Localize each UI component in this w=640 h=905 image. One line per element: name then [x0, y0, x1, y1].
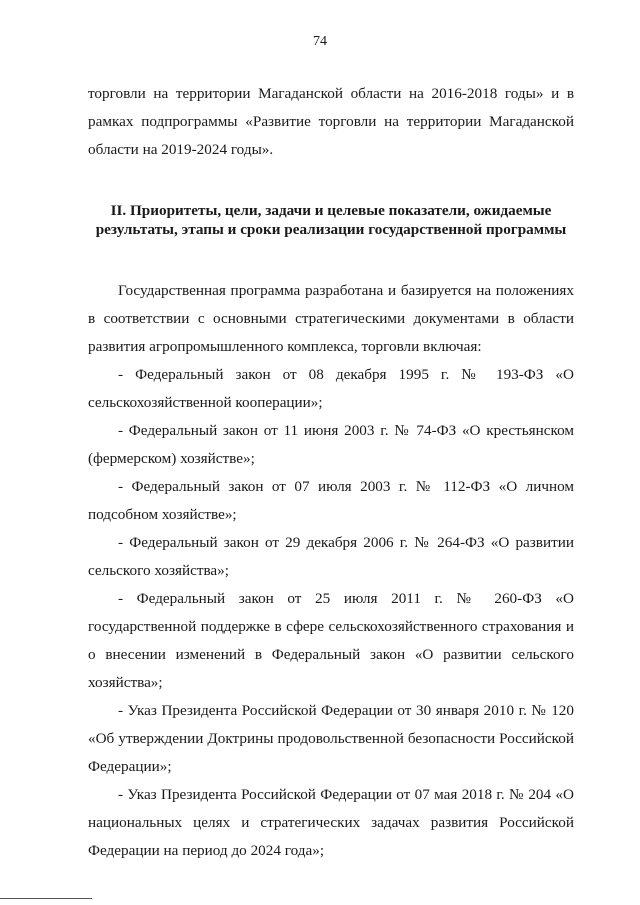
list-item-decree-204: - Указ Президента Российской Федерации от 07 мая 2018 г. № 204 «О национальных целях и стратегических задачах развития Российской Федерации на период до 2024 года»;	[88, 786, 574, 859]
page-number: 74	[313, 34, 327, 49]
lead-paragraph: Государственная программа разработана и базируется на положениях в соответствии с основными стратегическими документами в области развития агропромышленного комплекса, торговли включая:	[88, 282, 574, 355]
section-heading: II. Приоритеты, цели, задачи и целевые показатели, ожидаемые результаты, этапы и сроки реализации государственной программы	[95, 202, 567, 238]
list-item-decree-120: - Указ Президента Российской Федерации от 30 января 2010 г. № 120 «Об утверждении Доктрины продовольственной безопасности Российской Федерации»;	[88, 702, 574, 775]
list-item-federal-law-264: - Федеральный закон от 29 декабря 2006 г. № 264-ФЗ «О развитии сельского хозяйства»;	[88, 534, 574, 579]
intro-paragraph-block	[88, 80, 574, 164]
list-item-federal-law-74: - Федеральный закон от 11 июня 2003 г. № 74-ФЗ «О крестьянском (фермерском) хозяйстве»;	[88, 422, 574, 467]
list-item-federal-law-112: - Федеральный закон от 07 июля 2003 г. № 112-ФЗ «О личном подсобном хозяйстве»;	[88, 478, 574, 523]
intro-paragraph: торговли на территории Магаданской области на 2016-2018 годы» и в рамках подпрограммы «Развитие торговли на территории Магаданской области на 2019-2024 годы».	[88, 85, 574, 158]
list-item-federal-law-193: - Федеральный закон от 08 декабря 1995 г. № 193-ФЗ «О сельскохозяйственной кооперации»;	[88, 366, 574, 411]
list-item-federal-law-260: - Федеральный закон от 25 июля 2011 г. № 260-ФЗ «О государственной поддержке в сфере сельскохозяйственного страхования и о внесении изменений в Федеральный закон «О развитии сельского хозяйства»;	[88, 590, 574, 691]
footnote-divider	[0, 898, 92, 899]
section-body	[88, 277, 574, 865]
